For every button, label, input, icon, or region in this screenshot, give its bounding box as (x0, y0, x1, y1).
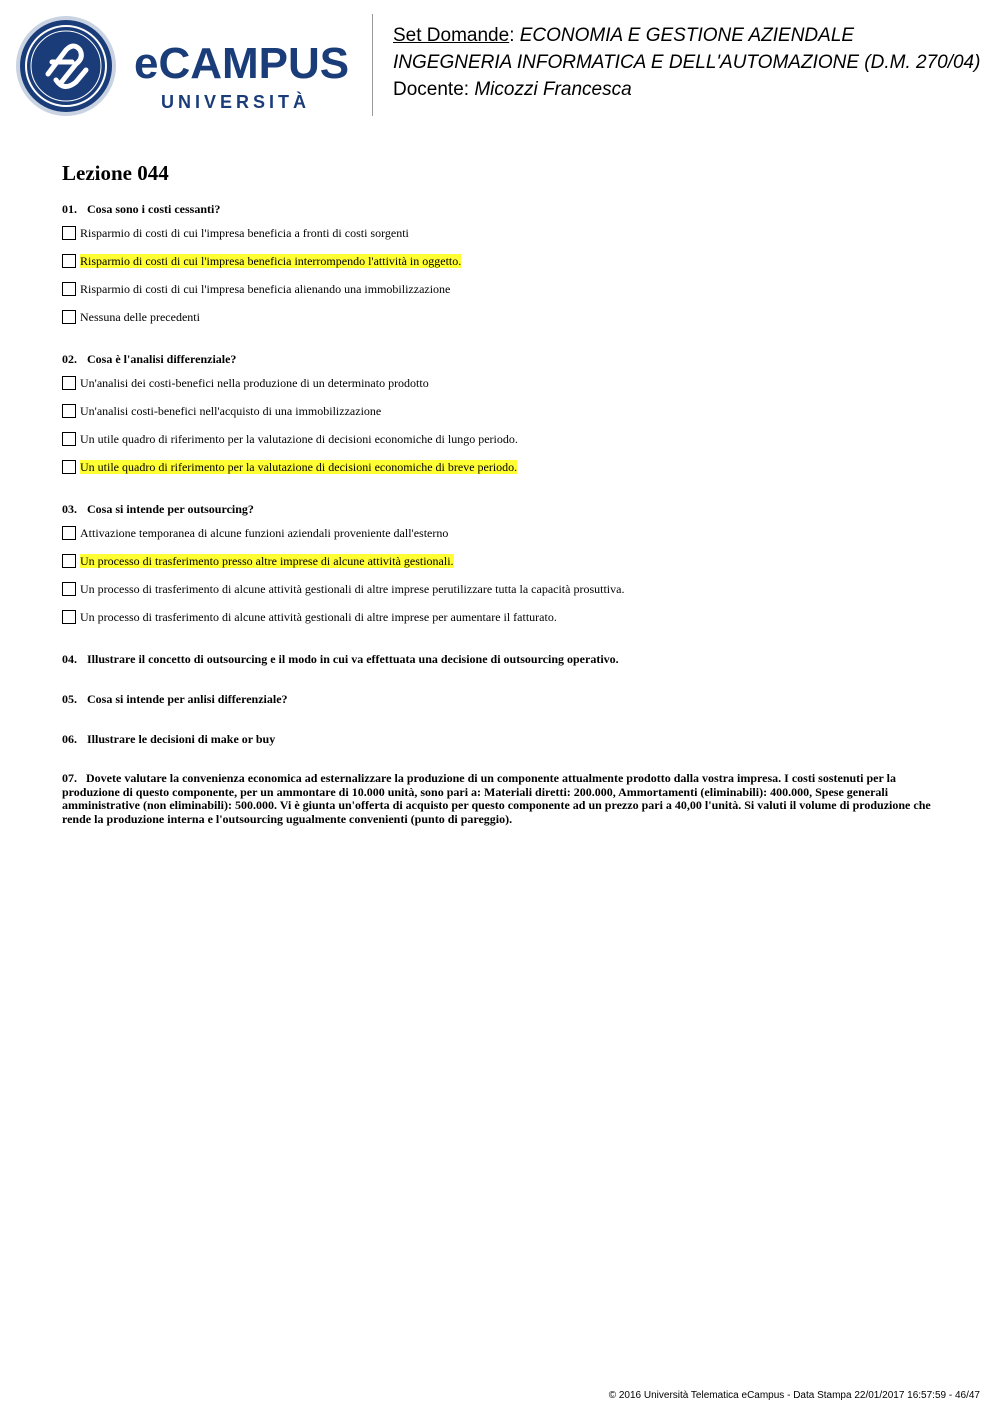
question-text (62, 502, 942, 516)
checkbox[interactable] (62, 254, 76, 268)
option-label: Risparmio di costi di cui l'impresa beneficia interrompendo l'attività in oggetto. (80, 254, 462, 268)
question-text (62, 202, 942, 216)
option-item[interactable] (62, 404, 942, 432)
question-number: 01. (62, 202, 77, 216)
question-number: 05. (62, 692, 77, 706)
question-05 (62, 692, 942, 706)
teacher-name: Micozzi Francesca (474, 79, 632, 100)
question-06 (62, 732, 942, 746)
checkbox[interactable] (62, 460, 76, 474)
course-line (393, 22, 980, 49)
question-03 (62, 502, 942, 638)
question-number: 04. (62, 652, 77, 666)
option-label: Un utile quadro di riferimento per la valutazione di decisioni economiche di lungo periodo. (80, 432, 518, 446)
option-item[interactable] (62, 310, 942, 338)
question-label: Illustrare le decisioni di make or buy (87, 732, 276, 746)
checkbox[interactable] (62, 526, 76, 540)
option-label: Risparmio di costi di cui l'impresa beneficia a fronti di costi sorgenti (80, 226, 409, 240)
checkbox[interactable] (62, 404, 76, 418)
checkbox[interactable] (62, 610, 76, 624)
question-01 (62, 202, 942, 338)
ecampus-logo (14, 14, 359, 118)
question-number: 07. (62, 771, 77, 785)
checkbox[interactable] (62, 554, 76, 568)
question-content (62, 160, 942, 826)
checkbox[interactable] (62, 432, 76, 446)
question-label: Dovete valutare la convenienza economica ad esternalizzare la produzione di un componente attualmente prodotto dalla vostra impresa. I costi sostenuti per la produzione di questo componente, per un ammontare di 10.000 unità, sono pari a: Materiali diretti: 200.000, Ammortamenti (eliminabili): 400.000, Spese generali amministrative (non eliminabili): 500.000. Vi è giunta un'offerta di acquisto per questo componente ad un prezzo pari a 40,00 l'unità. Si valuti il volume di produzione che rende la produzione interna e l'outsourcing ugualmente convenienti (punto di pareggio). (62, 771, 931, 826)
set-colon: : (509, 25, 520, 46)
option-label: Un utile quadro di riferimento per la valutazione di decisioni economiche di breve periodo. (80, 460, 518, 474)
question-07 (62, 772, 932, 826)
option-label: Nessuna delle precedenti (80, 310, 200, 324)
teacher-label: Docente: (393, 79, 475, 100)
checkbox[interactable] (62, 226, 76, 240)
option-label: Attivazione temporanea di alcune funzioni aziendali proveniente dall'esterno (80, 526, 449, 540)
option-item-correct[interactable] (62, 554, 942, 582)
option-item[interactable] (62, 526, 942, 554)
question-label: Cosa è l'analisi differenziale? (87, 352, 237, 366)
question-04 (62, 652, 942, 666)
checkbox[interactable] (62, 310, 76, 324)
option-item-correct[interactable] (62, 254, 942, 282)
question-text (62, 352, 942, 366)
option-item[interactable] (62, 376, 942, 404)
question-02 (62, 352, 942, 488)
header-divider (372, 14, 373, 116)
option-item[interactable] (62, 282, 942, 310)
brand-subtitle: UNIVERSITÀ (161, 92, 311, 112)
option-item[interactable] (62, 432, 942, 460)
ecampus-emblem-icon (14, 14, 118, 118)
checkbox[interactable] (62, 582, 76, 596)
teacher-line (393, 76, 980, 103)
option-item[interactable] (62, 610, 942, 638)
checkbox[interactable] (62, 376, 76, 390)
option-item[interactable] (62, 582, 942, 610)
option-label: Un'analisi costi-benefici nell'acquisto di una immobilizzazione (80, 404, 382, 418)
question-label: Illustrare il concetto di outsourcing e il modo in cui va effettuata una decisione di outsourcing operativo. (87, 652, 619, 666)
question-label: Cosa sono i costi cessanti? (87, 202, 221, 216)
set-label: Set Domande (393, 25, 510, 46)
option-label: Un processo di trasferimento di alcune attività gestionali di altre imprese per aumentare il fatturato. (80, 610, 557, 624)
question-number: 03. (62, 502, 77, 516)
question-number: 06. (62, 732, 77, 746)
page-header (0, 0, 1000, 130)
question-label: Cosa si intende per anlisi differenziale? (87, 692, 288, 706)
degree-name: INGEGNERIA INFORMATICA E DELL'AUTOMAZIONE (D.M. 270/04) (393, 52, 981, 73)
option-item-correct[interactable] (62, 460, 942, 488)
option-label: Un processo di trasferimento presso altre imprese di alcune attività gestionali. (80, 554, 454, 568)
option-label: Risparmio di costi di cui l'impresa beneficia alienando una immobilizzazione (80, 282, 451, 296)
option-label: Un'analisi dei costi-benefici nella produzione di un determinato prodotto (80, 376, 429, 390)
course-name: ECONOMIA E GESTIONE AZIENDALE (519, 25, 855, 46)
option-label: Un processo di trasferimento di alcune attività gestionali di altre imprese perutilizzare tutta la capacità prosuttiva. (80, 582, 625, 596)
question-label: Cosa si intende per outsourcing? (87, 502, 254, 516)
lesson-title: Lezione 044 (62, 161, 169, 185)
question-number: 02. (62, 352, 77, 366)
checkbox[interactable] (62, 282, 76, 296)
brand-name: eCAMPUS (134, 39, 350, 88)
page-footer: © 2016 Università Telematica eCampus - Data Stampa 22/01/2017 16:57:59 - 46/47 (608, 1390, 980, 1401)
header-info (393, 22, 980, 103)
option-item[interactable] (62, 226, 942, 254)
